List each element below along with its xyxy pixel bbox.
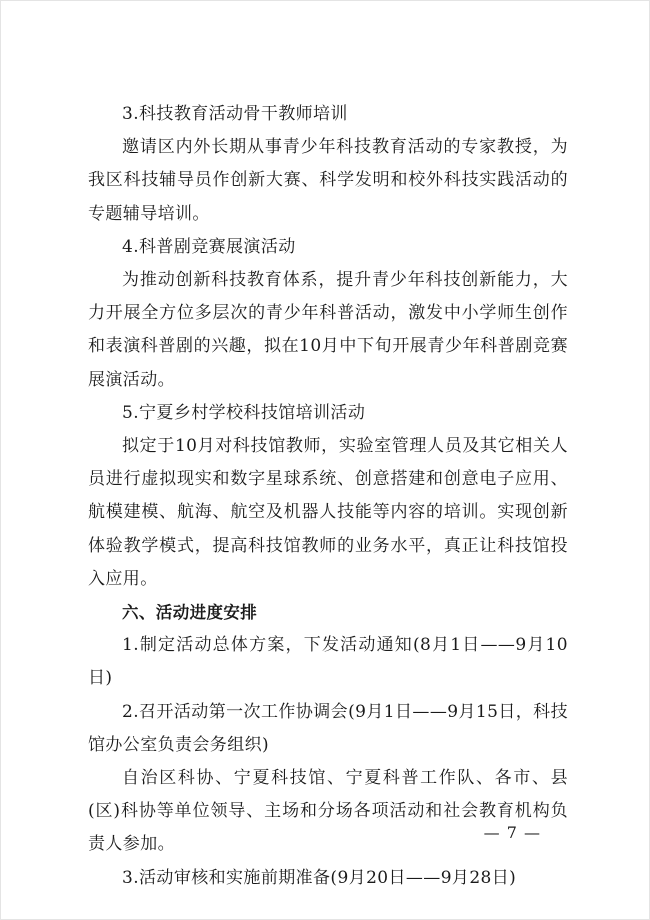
- section-subheading: 3.科技教育活动骨干教师培训: [122, 104, 348, 124]
- paragraph: 邀请区内外长期从事青少年科技教育活动的专家教授，为我区科技辅导员作创新大赛、科学发明和校外科技实践活动的专题辅导培训。: [88, 137, 568, 224]
- section-subheading: 5.宁夏乡村学校科技馆培训活动: [122, 402, 366, 423]
- section-heading: 六、活动进度安排: [122, 603, 258, 623]
- schedule-item: 2.召开活动第一次工作协调会(9月1日——9月15日，科技馆办公室负责会务组织): [88, 701, 568, 755]
- paragraph: 拟定于10月对科技馆教师，实验室管理人员及其它相关人员进行虚拟现实和数字星球系统、创意搭建和创意电子应用、航模建模、航海、航空及机器人技能等内容的培训。实现创新体验教学模式，提高科技馆教师的业务水平，真正让科技馆投入应用。: [88, 436, 568, 589]
- document-body: [88, 98, 568, 895]
- schedule-item: 3.活动审核和实施前期准备(9月20日——9月28日): [122, 867, 517, 888]
- page-number: — 7 —: [483, 823, 541, 842]
- schedule-item: 1.制定活动总体方案，下发活动通知(8月1日——9月10日): [88, 635, 568, 689]
- paragraph: 自治区科协、宁夏科技馆、宁夏科普工作队、各市、县(区)科协等单位领导、主场和分场各项活动和社会教育机构负责人参加。: [88, 768, 568, 855]
- section-subheading: 4.科普剧竞赛展演活动: [122, 236, 296, 257]
- paragraph: 为推动创新科技教育体系，提升青少年科技创新能力，大力开展全方位多层次的青少年科普活动，激发中小学师生创作和表演科普剧的兴趣，拟在10月中下旬开展青少年科普剧竞赛展演活动。: [88, 270, 568, 390]
